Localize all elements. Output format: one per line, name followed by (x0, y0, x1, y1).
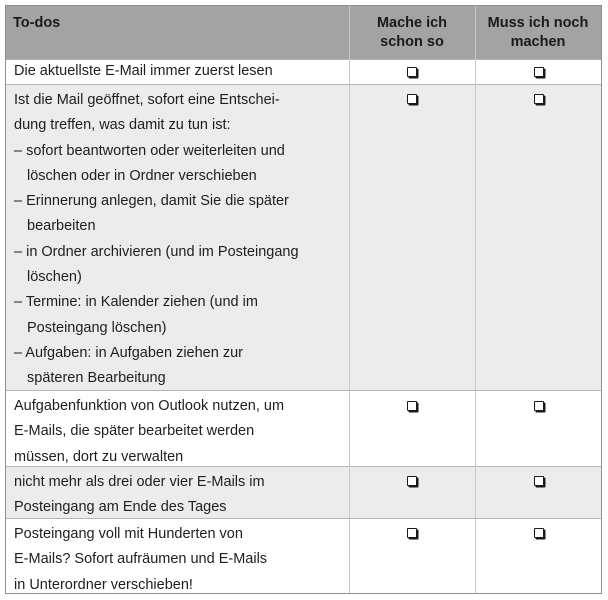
row-text-line: dung treffen, was damit zu tun ist: (14, 117, 231, 134)
checkbox-still-to-do[interactable] (534, 476, 544, 486)
header-todos: To-dos (13, 15, 61, 31)
column-divider (475, 6, 476, 593)
row-text-line: E-Mails, die später bearbeitet werden (14, 423, 255, 440)
checkbox-already-doing[interactable] (407, 94, 417, 104)
row-text-line: in Unterordner verschieben! (14, 576, 193, 593)
table-row (6, 466, 601, 518)
todo-table (5, 5, 602, 594)
row-text-line: löschen) (27, 269, 82, 286)
row-text-line: – sofort beantworten oder weiterleiten und (14, 142, 285, 159)
row-text-line: – Erinnerung anlegen, damit Sie die später (14, 193, 289, 210)
header-already-doing-text: Mache ich schon so (376, 15, 448, 50)
table-row (6, 518, 601, 593)
table-row (6, 84, 601, 390)
row-text-line: Die aktuellste E-Mail immer zuerst lesen (14, 63, 273, 79)
table-row (6, 390, 601, 466)
row-text-line: löschen oder in Ordner verschieben (27, 167, 257, 184)
row-text-line: späteren Bearbeitung (27, 370, 166, 387)
row-text-line: Aufgabenfunktion von Outlook nutzen, um (14, 398, 285, 414)
checkbox-still-to-do[interactable] (534, 67, 544, 77)
checkbox-already-doing[interactable] (407, 528, 417, 538)
row-text-line: Posteingang voll mit Hunderten von (14, 526, 243, 542)
row-text-line: Posteingang löschen) (27, 319, 167, 336)
row-text-line: – Aufgaben: in Aufgaben ziehen zur (14, 344, 243, 361)
checkbox-already-doing[interactable] (407, 67, 417, 77)
row-text-line: Ist die Mail geöffnet, sofort eine Entschei- (14, 92, 280, 108)
row-text-line: Posteingang am Ende des Tages (14, 499, 227, 516)
checkbox-already-doing[interactable] (407, 401, 417, 411)
row-text-line: E-Mails? Sofort aufräumen und E-Mails (14, 551, 268, 568)
row-text-line: müssen, dort zu verwalten (14, 448, 184, 465)
header-already-doing (349, 14, 475, 52)
row-text-line: bearbeiten (27, 218, 96, 235)
checkbox-still-to-do[interactable] (534, 528, 544, 538)
row-text-line: nicht mehr als drei oder vier E-Mails im (14, 474, 265, 490)
table-row (6, 59, 601, 84)
column-divider (349, 6, 350, 593)
row-text-line: – in Ordner archivieren (und im Posteingang (14, 243, 299, 260)
row-text-line: – Termine: in Kalender ziehen (und im (14, 294, 258, 311)
checkbox-still-to-do[interactable] (534, 94, 544, 104)
header-still-to-do (475, 14, 601, 52)
checkbox-already-doing[interactable] (407, 476, 417, 486)
checkbox-still-to-do[interactable] (534, 401, 544, 411)
header-still-to-do-text: Muss ich noch machen (487, 15, 589, 50)
table-header (6, 6, 601, 59)
